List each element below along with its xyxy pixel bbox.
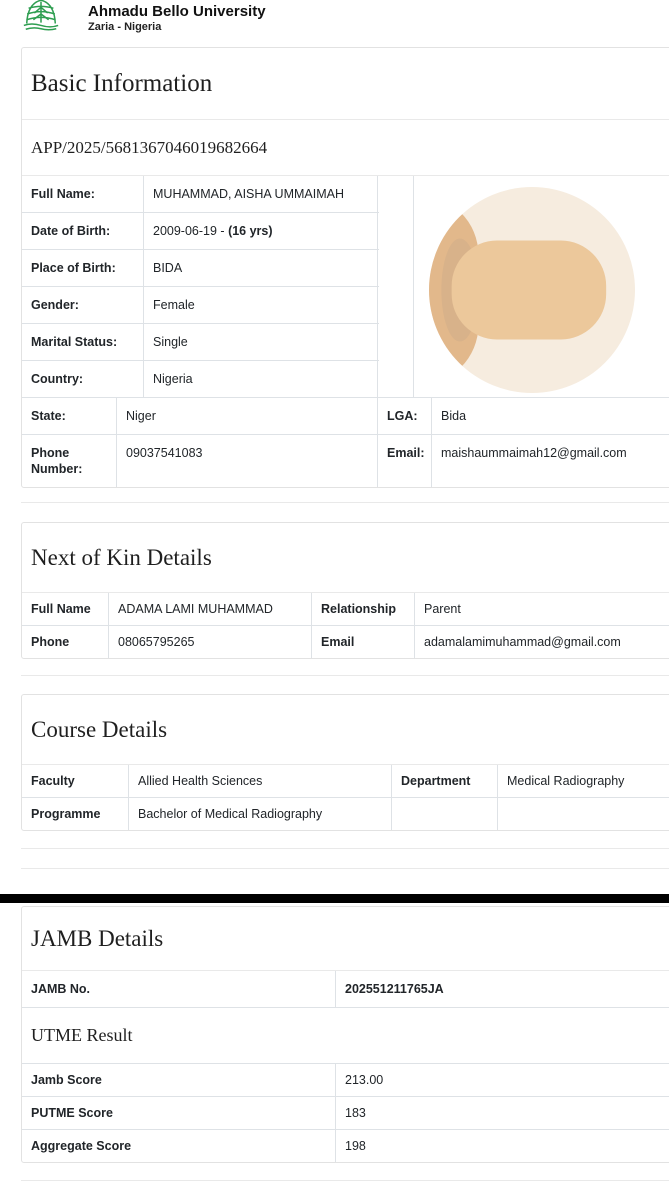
row-value xyxy=(144,361,378,397)
jamb-details-card xyxy=(21,906,669,1163)
row-value xyxy=(144,176,378,212)
value-text: Female xyxy=(153,298,195,312)
row-value: Bida xyxy=(441,409,467,423)
row-label: Full Name: xyxy=(22,176,144,212)
applicant-photo-avatar xyxy=(429,187,635,393)
row-value xyxy=(144,287,378,323)
row-value: ADAMA LAMI MUHAMMAD xyxy=(109,593,312,625)
row-value xyxy=(144,324,378,360)
row-value xyxy=(498,798,669,830)
basic-information-title: Basic Information xyxy=(22,48,669,120)
value-text: Nigeria xyxy=(153,372,193,386)
table-row xyxy=(22,361,379,397)
table-row xyxy=(22,1130,669,1162)
row-label: Faculty xyxy=(22,765,129,797)
row-value: Niger xyxy=(117,398,378,434)
jamb-number-value: 202551211765JA xyxy=(345,982,444,996)
row-value xyxy=(144,213,378,249)
row-label: JAMB No. xyxy=(22,971,336,1007)
table-row xyxy=(22,971,669,1008)
value-text: Single xyxy=(153,335,188,349)
row-label: Relationship xyxy=(312,593,415,625)
row-label: Marital Status: xyxy=(22,324,144,360)
table-row xyxy=(22,798,669,830)
row-value: 198 xyxy=(345,1139,366,1153)
table-row xyxy=(22,176,379,213)
row-value: Medical Radiography xyxy=(507,774,625,788)
row-label: Phone Number: xyxy=(22,435,117,487)
basic-information-card xyxy=(21,47,669,488)
basic-info-body xyxy=(22,176,669,398)
row-value: Bachelor of Medical Radiography xyxy=(129,798,392,830)
page-break-bar xyxy=(0,894,669,903)
table-row xyxy=(22,287,379,324)
table-row xyxy=(22,765,669,798)
row-label: Place of Birth: xyxy=(22,250,144,286)
row-label: Jamb Score xyxy=(22,1064,336,1096)
row-label: PUTME Score xyxy=(22,1097,336,1129)
next-of-kin-title: Next of Kin Details xyxy=(22,523,669,593)
university-name: Ahmadu Bello University xyxy=(88,3,266,20)
row-label: Email: xyxy=(378,435,432,487)
row-value: maishaummaimah12@gmail.com xyxy=(441,446,627,460)
table-row xyxy=(22,1097,669,1130)
section-divider xyxy=(21,1180,669,1181)
row-label: Full Name xyxy=(22,593,109,625)
row-value: Parent xyxy=(424,602,461,616)
table-row xyxy=(22,250,379,287)
row-value: adamalamimuhammad@gmail.com xyxy=(424,635,621,649)
table-row xyxy=(22,626,669,658)
table-row xyxy=(22,324,379,361)
row-label xyxy=(392,798,498,830)
page-header xyxy=(0,0,669,47)
utme-result-subtitle: UTME Result xyxy=(22,1008,669,1064)
row-label: Department xyxy=(392,765,498,797)
value-text: BIDA xyxy=(153,261,183,275)
value-bold-text: (16 yrs) xyxy=(228,224,273,238)
row-label: Date of Birth: xyxy=(22,213,144,249)
photo-zone xyxy=(413,176,669,397)
table-row xyxy=(22,213,379,250)
row-value xyxy=(144,250,378,286)
row-label: State: xyxy=(22,398,117,434)
row-label: Gender: xyxy=(22,287,144,323)
row-value: 183 xyxy=(345,1106,366,1120)
university-title-block xyxy=(21,0,669,34)
row-value: 08065795265 xyxy=(109,626,312,658)
avatar-head-shape xyxy=(452,241,607,340)
course-details-title: Course Details xyxy=(22,695,669,765)
table-row xyxy=(22,435,669,487)
university-location: Zaria - Nigeria xyxy=(88,21,162,33)
row-label: LGA: xyxy=(378,398,432,434)
value-text: 2009-06-19 - xyxy=(153,224,229,238)
next-of-kin-card xyxy=(21,522,669,659)
university-logo-icon xyxy=(20,0,62,34)
row-label: Aggregate Score xyxy=(22,1130,336,1162)
row-label: Programme xyxy=(22,798,129,830)
row-label: Phone xyxy=(22,626,109,658)
jamb-details-title: JAMB Details xyxy=(22,907,669,971)
value-text: MUHAMMAD, AISHA UMMAIMAH xyxy=(153,187,344,201)
table-row xyxy=(22,398,669,435)
row-value: 09037541083 xyxy=(117,435,378,487)
basic-info-table xyxy=(22,176,379,397)
application-number: APP/2025/5681367046019682664 xyxy=(22,120,669,176)
row-label: Email xyxy=(312,626,415,658)
row-value xyxy=(336,971,669,1007)
course-details-card xyxy=(21,694,669,831)
row-label: Country: xyxy=(22,361,144,397)
table-row xyxy=(22,1064,669,1097)
row-value: 213.00 xyxy=(345,1073,384,1087)
table-row xyxy=(22,593,669,626)
row-value: Allied Health Sciences xyxy=(129,765,392,797)
